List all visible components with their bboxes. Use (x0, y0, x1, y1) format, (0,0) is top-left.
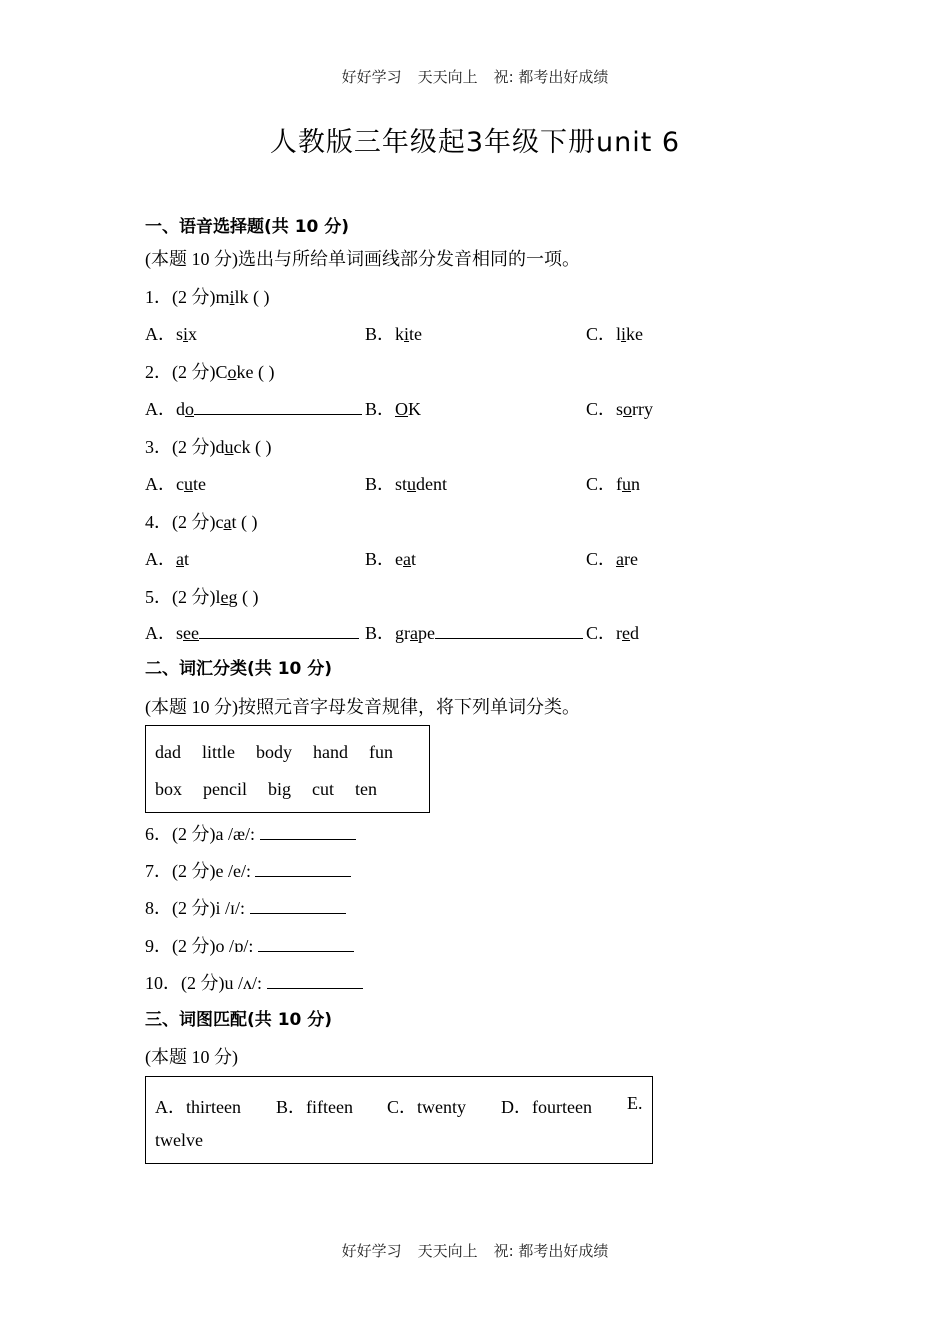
question-4-option-b: B．eat (365, 549, 417, 569)
question-1: 1．(2 分)milk ( ) (145, 287, 270, 307)
section1-heading: 一、语音选择题(共 10 分) (145, 217, 350, 237)
header-text-1: 好好学习 (341, 68, 402, 86)
question-4: 4．(2 分)cat ( ) (145, 512, 258, 532)
question-2-option-b: B．OK (365, 399, 422, 419)
match-option-b: B．fifteen (276, 1097, 353, 1117)
answer-blank[interactable] (255, 860, 351, 877)
question-5-option-c: C．red (586, 623, 640, 643)
page-title: 人教版三年级起3年级下册unit 6 (269, 127, 681, 158)
header-text-3: 祝: 都考出好成绩 (493, 68, 609, 86)
section1-instruction: (本题 10 分)选出与所给单词画线部分发音相同的一项。 (145, 249, 580, 269)
question-3-option-a: A．cute (145, 474, 206, 494)
match-options-row-2 (155, 1130, 203, 1151)
section3-heading: 三、词图匹配(共 10 分) (145, 1010, 333, 1030)
question-3-option-c: C．fun (586, 474, 641, 494)
question-5-option-a: A．see (145, 622, 359, 644)
page-header (0, 66, 950, 87)
question-1-option-b: B．kite (365, 324, 423, 344)
word-box-row-1 (155, 742, 414, 763)
match-option-a: A．thirteen (155, 1097, 241, 1117)
answer-blank[interactable] (258, 935, 354, 952)
question-5-option-b: B．grape (365, 622, 583, 644)
question-3-option-b: B．student (365, 474, 448, 494)
question-2-option-c: C．sorry (586, 399, 654, 419)
footer-text-1: 好好学习 (341, 1242, 402, 1260)
match-option-e-label: E. (627, 1093, 643, 1113)
word: dad (155, 742, 181, 762)
question-8: 8．(2 分)i /ɪ/: (145, 897, 346, 919)
word: ten (355, 779, 377, 799)
word: little (202, 742, 235, 762)
word: box (155, 779, 182, 799)
answer-blank[interactable] (250, 897, 346, 914)
question-3: 3．(2 分)duck ( ) (145, 437, 272, 457)
match-options-box (145, 1076, 653, 1164)
question-5: 5．(2 分)leg ( ) (145, 587, 259, 607)
answer-blank[interactable] (267, 972, 363, 989)
word: pencil (203, 779, 247, 799)
footer-text-2: 天天向上 (417, 1242, 478, 1260)
question-1-option-c: C．like (586, 324, 644, 344)
question-2-option-a: A．do (145, 398, 362, 420)
page-footer (0, 1240, 950, 1261)
word: big (267, 779, 291, 799)
blank-line (199, 622, 359, 639)
header-text-2: 天天向上 (417, 68, 478, 86)
blank-line (435, 622, 583, 639)
answer-blank[interactable] (260, 823, 356, 840)
footer-text-3: 祝: 都考出好成绩 (493, 1242, 609, 1260)
match-option-e-word: twelve (155, 1130, 203, 1150)
word-box-row-2 (155, 779, 398, 800)
question-6: 6．(2 分)a /æ/: (145, 823, 356, 845)
question-2: 2．(2 分)Coke ( ) (145, 362, 275, 382)
word: body (256, 742, 292, 762)
question-10: 10．(2 分)u /ʌ/: (145, 972, 363, 994)
match-option-d: D．fourteen (501, 1097, 592, 1117)
section2-instruction: (本题 10 分)按照元音字母发音规律，将下列单词分类。 (145, 697, 580, 717)
word: fun (369, 742, 393, 762)
question-4-option-a: A．at (145, 549, 190, 569)
question-9: 9．(2 分)o /ɒ/: (145, 935, 354, 957)
word-box (145, 725, 430, 813)
section2-heading: 二、词汇分类(共 10 分) (145, 659, 333, 679)
question-1-option-a: A．six (145, 324, 198, 344)
match-option-c: C．twenty (387, 1097, 467, 1117)
question-4-option-c: C．are (586, 549, 638, 569)
question-7: 7．(2 分)e /e/: (145, 860, 351, 882)
section3-instruction: (本题 10 分) (145, 1047, 238, 1067)
word: cut (312, 779, 334, 799)
word: hand (313, 742, 348, 762)
blank-line (194, 398, 362, 415)
